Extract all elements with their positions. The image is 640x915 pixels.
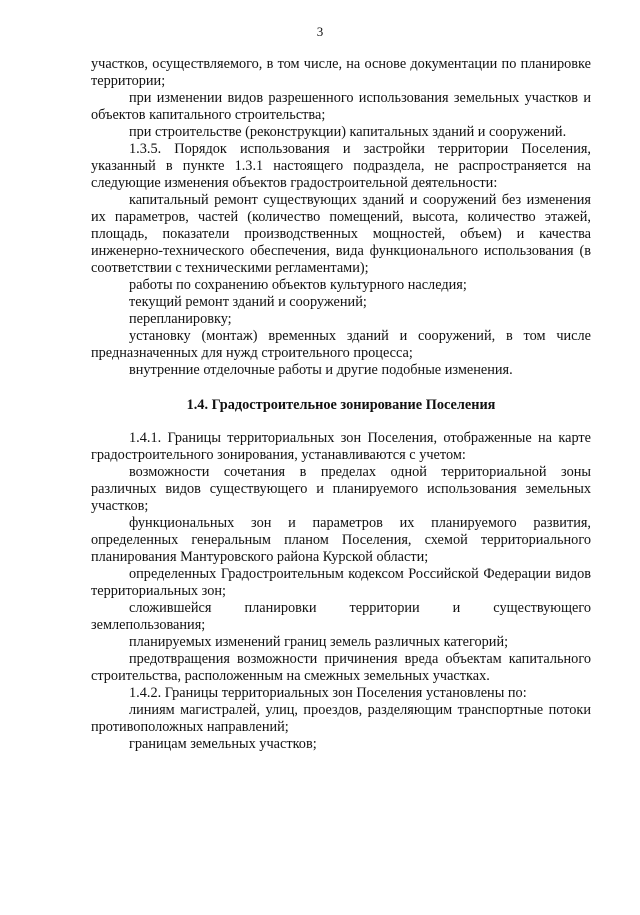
paragraph: перепланировку; xyxy=(129,311,232,327)
document-body xyxy=(91,56,591,753)
paragraph: границам земельных участков; xyxy=(129,736,317,752)
paragraph: планируемых изменений границ земель различных категорий; xyxy=(129,634,509,650)
paragraph: предотвращения возможности причинения вреда объектам капитального строительства, расположенным на смежных земельных участках. xyxy=(91,651,591,684)
paragraph: работы по сохранению объектов культурного наследия; xyxy=(129,277,467,293)
paragraph: 1.4.1. Границы территориальных зон Поселения, отображенные на карте градостроительного зонирования, устанавливаются с учетом: xyxy=(91,430,591,463)
page-number: 3 xyxy=(316,24,324,39)
paragraph: при строительстве (реконструкции) капитальных зданий и сооружений. xyxy=(129,124,567,140)
paragraph: 1.3.5. Порядок использования и застройки территории Поселения, указанный в пункте 1.3.1 настоящего подраздела, не распространяется на следующие изменения объектов градостроительной деятельности: xyxy=(91,141,591,191)
paragraph: установку (монтаж) временных зданий и сооружений, в том числе предназначенных для нужд строительного процесса; xyxy=(91,328,591,361)
paragraph: внутренние отделочные работы и другие подобные изменения. xyxy=(129,362,513,378)
paragraph: участков, осуществляемого, в том числе, на основе документации по планировке территории; xyxy=(91,56,591,89)
paragraph: функциональных зон и параметров их планируемого развития, определенных генеральным планом Поселения, схемой территориального планирования Мантуровского района Курской области; xyxy=(91,515,591,565)
paragraph: определенных Градостроительным кодексом Российской Федерации видов территориальных зон; xyxy=(91,566,591,599)
paragraph: возможности сочетания в пределах одной территориальной зоны различных видов существующего и планируемого использования земельных участков; xyxy=(91,464,591,514)
section-heading: 1.4. Градостроительное зонирование Поселения xyxy=(186,397,496,413)
paragraph: сложившейся планировки территории и существующего землепользования; xyxy=(91,600,591,633)
paragraph: 1.4.2. Границы территориальных зон Поселения установлены по: xyxy=(129,685,527,701)
paragraph: текущий ремонт зданий и сооружений; xyxy=(129,294,367,310)
paragraph: при изменении видов разрешенного использования земельных участков и объектов капитального строительства; xyxy=(91,90,591,123)
paragraph: капитальный ремонт существующих зданий и сооружений без изменения их параметров, частей (количество помещений, высота, количество этажей, площадь, показатели производственных мощностей, объем) и качества инженерно-технического обеспечения, вида функционального использования (в соответствии с техническими регламентами); xyxy=(91,192,591,276)
paragraph: линиям магистралей, улиц, проездов, разделяющим транспортные потоки противоположных направлений; xyxy=(91,702,591,735)
